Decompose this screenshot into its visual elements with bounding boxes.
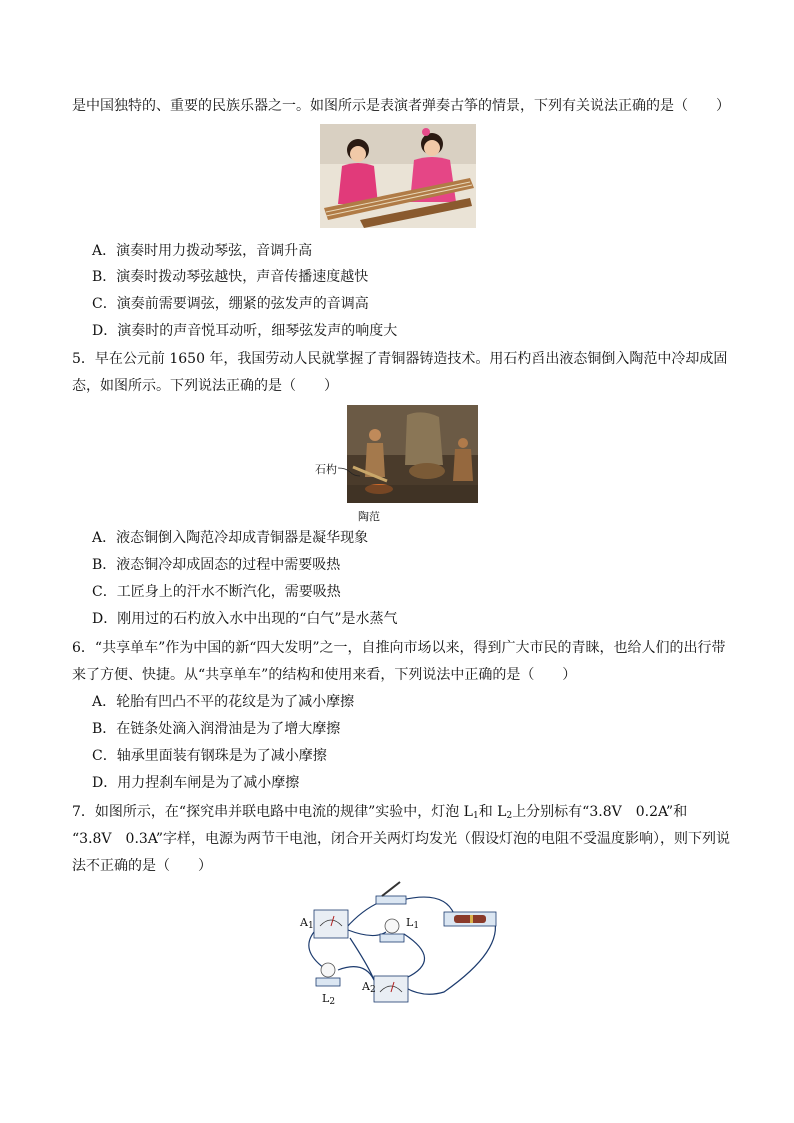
subscript: 2 (329, 997, 336, 1007)
circuit-diagram (294, 880, 506, 1010)
subscript: 2 (369, 985, 376, 995)
q5-option-b: B．液态铜冷却成固态的过程中需要吸热 (92, 557, 341, 573)
q7-stem-part: 7．如图所示，在“探究串并联电路中电流的规律”实验中，灯泡 L (72, 804, 473, 820)
q7-stem-part: 和 L (478, 804, 507, 820)
q5-option-d: D．刚用过的石杓放入水中出现的“白气”是水蒸气 (92, 611, 398, 627)
q5-stem-line1: 5．早在公元前 1650 年，我国劳动人民就掌握了青铜器铸造技术。用石杓舀出液态铜倒入陶范中冷却成固 (72, 351, 728, 367)
circuit-drawing (294, 880, 506, 1010)
q5-option-c: C．工匠身上的汗水不断汽化，需要吸热 (92, 584, 341, 600)
label-l2 (322, 992, 335, 1007)
q5-option-a: A．液态铜倒入陶范冷却成青铜器是凝华现象 (92, 530, 369, 546)
subscript: 1 (472, 811, 479, 821)
label-a2-main: A (362, 980, 370, 993)
q6-stem-line1: 6．“共享单车”作为中国的新“四大发明”之一，自推向市场以来，得到广大市民的青睐，也给人们的出行带 (72, 640, 726, 656)
q4-option-c: C．演奏前需要调弦，绷紧的弦发声的音调高 (92, 296, 369, 312)
q6-option-c: C．轴承里面装有钢珠是为了减小摩擦 (92, 748, 327, 764)
q4-stem: 是中国独特的、重要的民族乐器之一。如图所示是表演者弹奏古筝的情景，下列有关说法正确的是（ ） (72, 98, 730, 114)
q7-stem-line1 (72, 802, 687, 826)
label-l1-main: L (406, 916, 414, 929)
ladle-pointer-line (338, 466, 362, 478)
q4-option-b: B．演奏时拨动琴弦越快，声音传播速度越快 (92, 269, 369, 285)
label-a1 (300, 916, 314, 931)
bronze-casting-photo (347, 405, 478, 503)
label-a1-main: A (300, 916, 308, 929)
q6-option-b: B．在链条处滴入润滑油是为了增大摩擦 (92, 721, 341, 737)
label-l1 (406, 916, 419, 931)
guzheng-photo (320, 124, 476, 228)
fig-label-ladle: 石杓 (315, 463, 337, 476)
q7-stem-line3: 法不正确的是（ ） (72, 858, 212, 874)
q7-stem-line2: “3.8V 0.3A”字样，电源为两节干电池，闭合开关两灯均发光（假设灯泡的电阻不受温度影响），则下列说 (72, 831, 731, 847)
q6-stem-line2: 来了方便、快捷。从“共享单车”的结构和使用来看，下列说法中正确的是（ ） (72, 667, 577, 683)
q6-option-d: D．用力捏刹车闸是为了减小摩擦 (92, 775, 300, 791)
q5-stem-line2: 态，如图所示。下列说法正确的是（ ） (72, 378, 338, 394)
subscript: 2 (506, 811, 513, 821)
label-a2 (362, 980, 376, 995)
fig-label-mold: 陶范 (358, 510, 380, 523)
q6-option-a: A．轮胎有凹凸不平的花纹是为了减小摩擦 (92, 694, 355, 710)
subscript: 1 (413, 921, 420, 931)
q4-option-a: A．演奏时用力拨动琴弦，音调升高 (92, 243, 313, 259)
q7-stem-part: 上分别标有“3.8V 0.2A”和 (512, 804, 688, 820)
subscript: 1 (307, 921, 314, 931)
label-l2-main: L (322, 992, 330, 1005)
q4-option-d: D．演奏时的声音悦耳动听，细琴弦发声的响度大 (92, 323, 398, 339)
